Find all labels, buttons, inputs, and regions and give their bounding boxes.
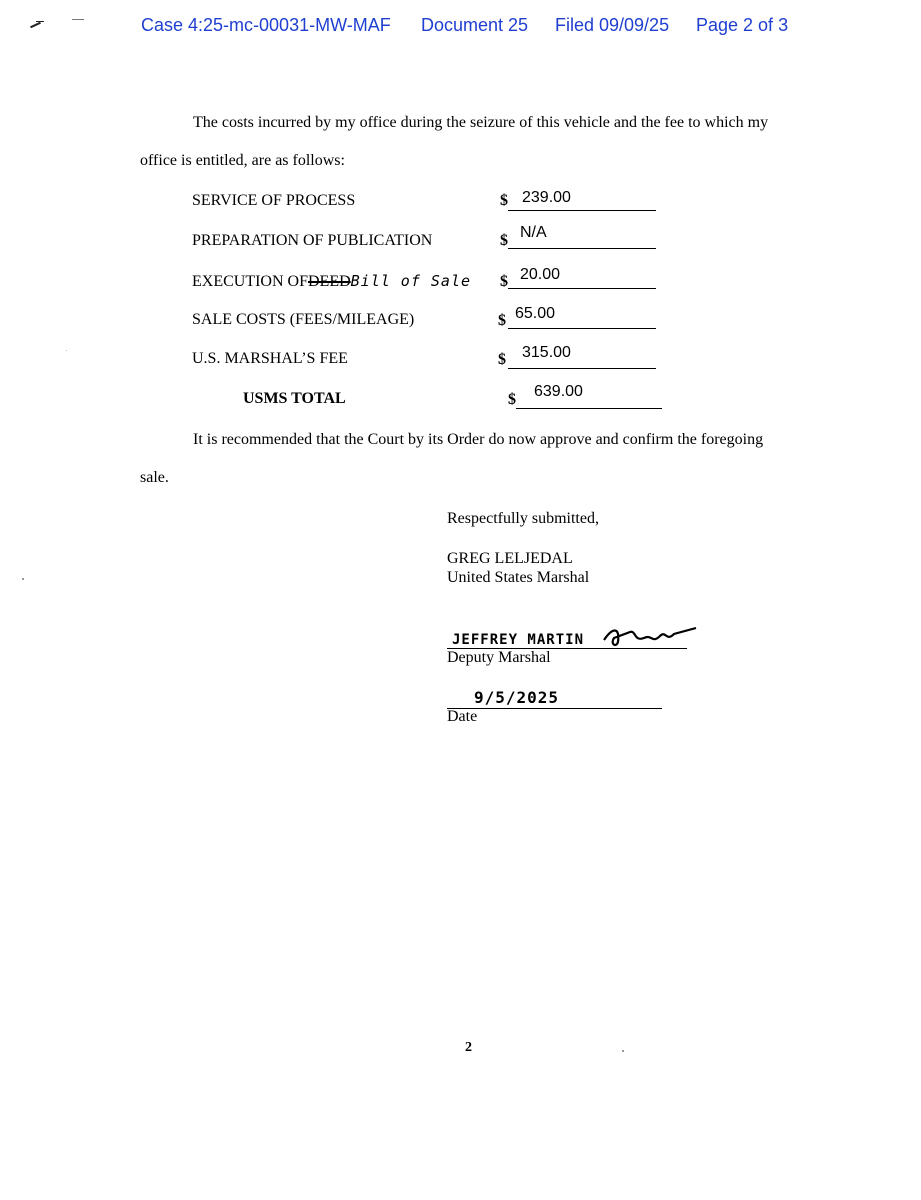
date-label: Date [447,708,478,725]
amount-field [508,266,656,289]
page-number: 2 [465,1040,472,1055]
deputy-signature: JEFFREY MARTIN [452,632,585,648]
amount-value: 315.00 [522,344,571,361]
dollar-sign: $ [498,312,506,329]
signature-scribble [600,620,700,650]
scan-artifact [36,21,44,22]
dollar-sign: $ [500,232,508,249]
cost-label: SERVICE OF PROCESS [192,192,356,209]
scan-artifact [72,19,84,20]
cost-label-prefix: EXECUTION OF [192,273,308,290]
handwritten-correction: Bill of Sale [350,272,472,290]
total-amount-value: 639.00 [534,383,583,400]
closing: Respectfully submitted, [447,510,599,527]
cost-label: U.S. MARSHAL’S FEE [192,350,348,367]
total-amount-field [516,383,662,409]
page-indicator: Page 2 of 3 [696,15,789,35]
amount-value: N/A [520,224,547,241]
marshal-name: GREG LELJEDAL [447,550,573,567]
amount-value: 65.00 [515,305,556,322]
dollar-sign: $ [500,192,508,209]
cost-label [192,272,471,291]
amount-field [508,188,656,211]
filing-header [0,15,921,39]
scan-artifact [622,1050,624,1052]
document-number: Document 25 [421,15,529,35]
struck-text: DEED [308,273,351,290]
cost-label: SALE COSTS (FEES/MILEAGE) [192,311,415,328]
amount-field [508,226,656,249]
recommendation-line-1: It is recommended that the Court by its Order do now approve and confirm the foregoing [193,431,764,448]
total-label: USMS TOTAL [243,390,346,407]
amount-field [508,346,656,369]
dollar-sign: $ [508,391,516,408]
amount-value: 20.00 [520,266,561,283]
intro-line-1: The costs incurred by my office during the seizure of this vehicle and the fee to which my [193,114,769,131]
recommendation-line-2: sale. [140,469,169,486]
cost-label: PREPARATION OF PUBLICATION [192,232,433,249]
scan-artifact [22,578,24,580]
intro-line-2: office is entitled, are as follows: [140,152,345,169]
deputy-label: Deputy Marshal [447,649,551,666]
dollar-sign: $ [500,273,508,290]
amount-value: 239.00 [522,189,571,206]
scan-artifact [66,350,67,351]
date-value: 9/5/2025 [474,688,560,707]
dollar-sign: $ [498,351,506,368]
case-number: Case 4:25-mc-00031-MW-MAF [141,15,391,35]
filed-date: Filed 09/09/25 [555,15,670,35]
marshal-title: United States Marshal [447,569,590,586]
amount-field [508,306,656,329]
